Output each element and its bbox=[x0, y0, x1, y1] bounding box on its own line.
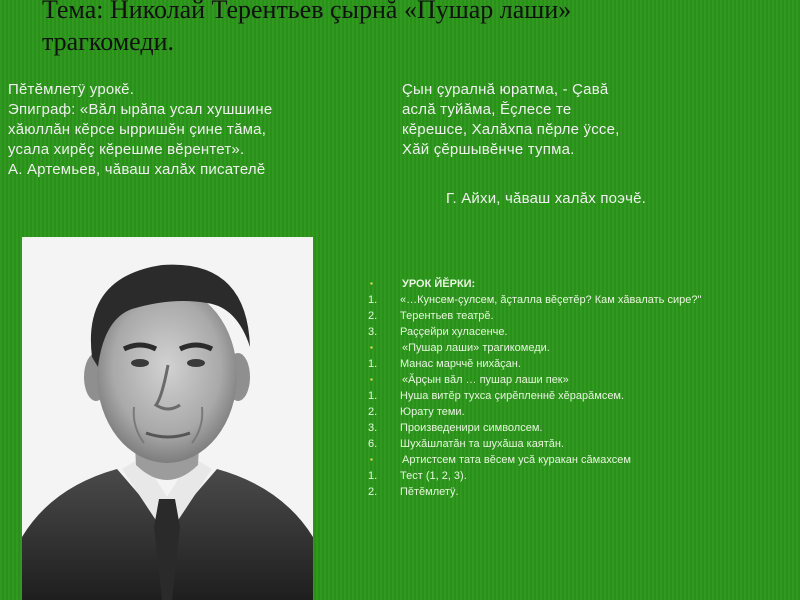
outline-item bbox=[368, 324, 768, 340]
outline-text: «Пушар лаши» трагикомеди. bbox=[402, 342, 550, 354]
outline-number: 2. bbox=[368, 406, 378, 418]
bullet-icon: ▪ bbox=[370, 375, 373, 384]
poem-line: Çын çуралнă юратма, - Çавă bbox=[402, 81, 609, 98]
outline-item bbox=[368, 420, 768, 436]
slide-title bbox=[42, 0, 762, 58]
outline-item bbox=[368, 356, 768, 372]
outline-item bbox=[368, 292, 768, 308]
outline-number: 1. bbox=[368, 470, 378, 482]
lesson-outline bbox=[368, 276, 768, 500]
outline-item bbox=[368, 340, 768, 356]
poem-line: аслă туйăма, Ĕçлесе те bbox=[402, 101, 572, 118]
outline-text: Произведенири символсем. bbox=[400, 422, 543, 434]
outline-number: 2. bbox=[368, 310, 378, 322]
outline-number: 1. bbox=[368, 358, 378, 370]
outline-text: УРОК ЙĔРКИ: bbox=[402, 278, 476, 290]
poem-author: Г. Айхи, чăваш халăх поэчĕ. bbox=[446, 190, 647, 207]
outline-item bbox=[368, 468, 768, 484]
epigraph-line: хăюллăн кĕрсе ырришĕн çине тăма, bbox=[8, 121, 267, 138]
lesson-epigraph-block bbox=[8, 80, 368, 180]
outline-text: Терентьев театрĕ. bbox=[400, 310, 494, 322]
bullet-icon: ▪ bbox=[370, 343, 373, 352]
outline-item bbox=[368, 372, 768, 388]
outline-text: Пĕтĕмлетÿ. bbox=[400, 486, 459, 498]
epigraph-author: А. Артемьев, чăваш халăх писателĕ bbox=[8, 161, 266, 178]
bullet-icon: ▪ bbox=[370, 455, 373, 464]
epigraph-line: Эпиграф: «Вăл ырăпа усал хушшине bbox=[8, 101, 273, 118]
outline-text: Юрату теми. bbox=[400, 406, 465, 418]
outline-number: 2. bbox=[368, 486, 378, 498]
outline-number: 3. bbox=[368, 326, 378, 338]
slide-title-line-1: Тема: Николай Терентьев çырнă «Пушар лаши» bbox=[42, 0, 572, 24]
poem-block bbox=[402, 80, 732, 160]
outline-item bbox=[368, 436, 768, 452]
outline-text: Шухăшлатăн та шухăша каятăн. bbox=[400, 438, 565, 450]
outline-text: Артистсем тата вĕсем усă куракан сăмахсем bbox=[402, 454, 631, 466]
outline-number: 6. bbox=[368, 438, 378, 450]
outline-number: 1. bbox=[368, 390, 378, 402]
bullet-icon: ▪ bbox=[370, 279, 373, 288]
outline-text: Манас марччĕ нихăçан. bbox=[400, 358, 521, 370]
outline-text: Нуша витĕр тухса çирĕпленнĕ хĕрарăмсем. bbox=[400, 390, 625, 402]
outline-text: Тест (1, 2, 3). bbox=[400, 470, 467, 482]
outline-text: «…Кунсем-çулсем, ăçталла вĕçетĕр? Кам хăвалать сире?" bbox=[400, 294, 702, 306]
outline-item bbox=[368, 404, 768, 420]
poem-line: кĕрешсе, Халăхпа пĕрле ÿссе, bbox=[402, 121, 620, 138]
outline-item bbox=[368, 308, 768, 324]
outline-item bbox=[368, 276, 768, 292]
portrait-photo bbox=[22, 237, 313, 600]
outline-text: Раççейри хуласенче. bbox=[400, 326, 508, 338]
poem-line: Хăй çĕршывĕнче тупма. bbox=[402, 141, 575, 158]
outline-text: «Ăрçын вăл … пушар лаши пек» bbox=[402, 374, 569, 386]
epigraph-line: усала хирĕç кĕрешме вĕрентет». bbox=[8, 141, 245, 158]
outline-item bbox=[368, 388, 768, 404]
outline-item bbox=[368, 484, 768, 500]
outline-number: 3. bbox=[368, 422, 378, 434]
slide-title-line-2: трагкомеди. bbox=[42, 27, 174, 56]
outline-item bbox=[368, 452, 768, 468]
portrait-image bbox=[22, 237, 313, 600]
lesson-label: Пĕтĕмлетÿ урокĕ. bbox=[8, 81, 135, 98]
outline-number: 1. bbox=[368, 294, 378, 306]
